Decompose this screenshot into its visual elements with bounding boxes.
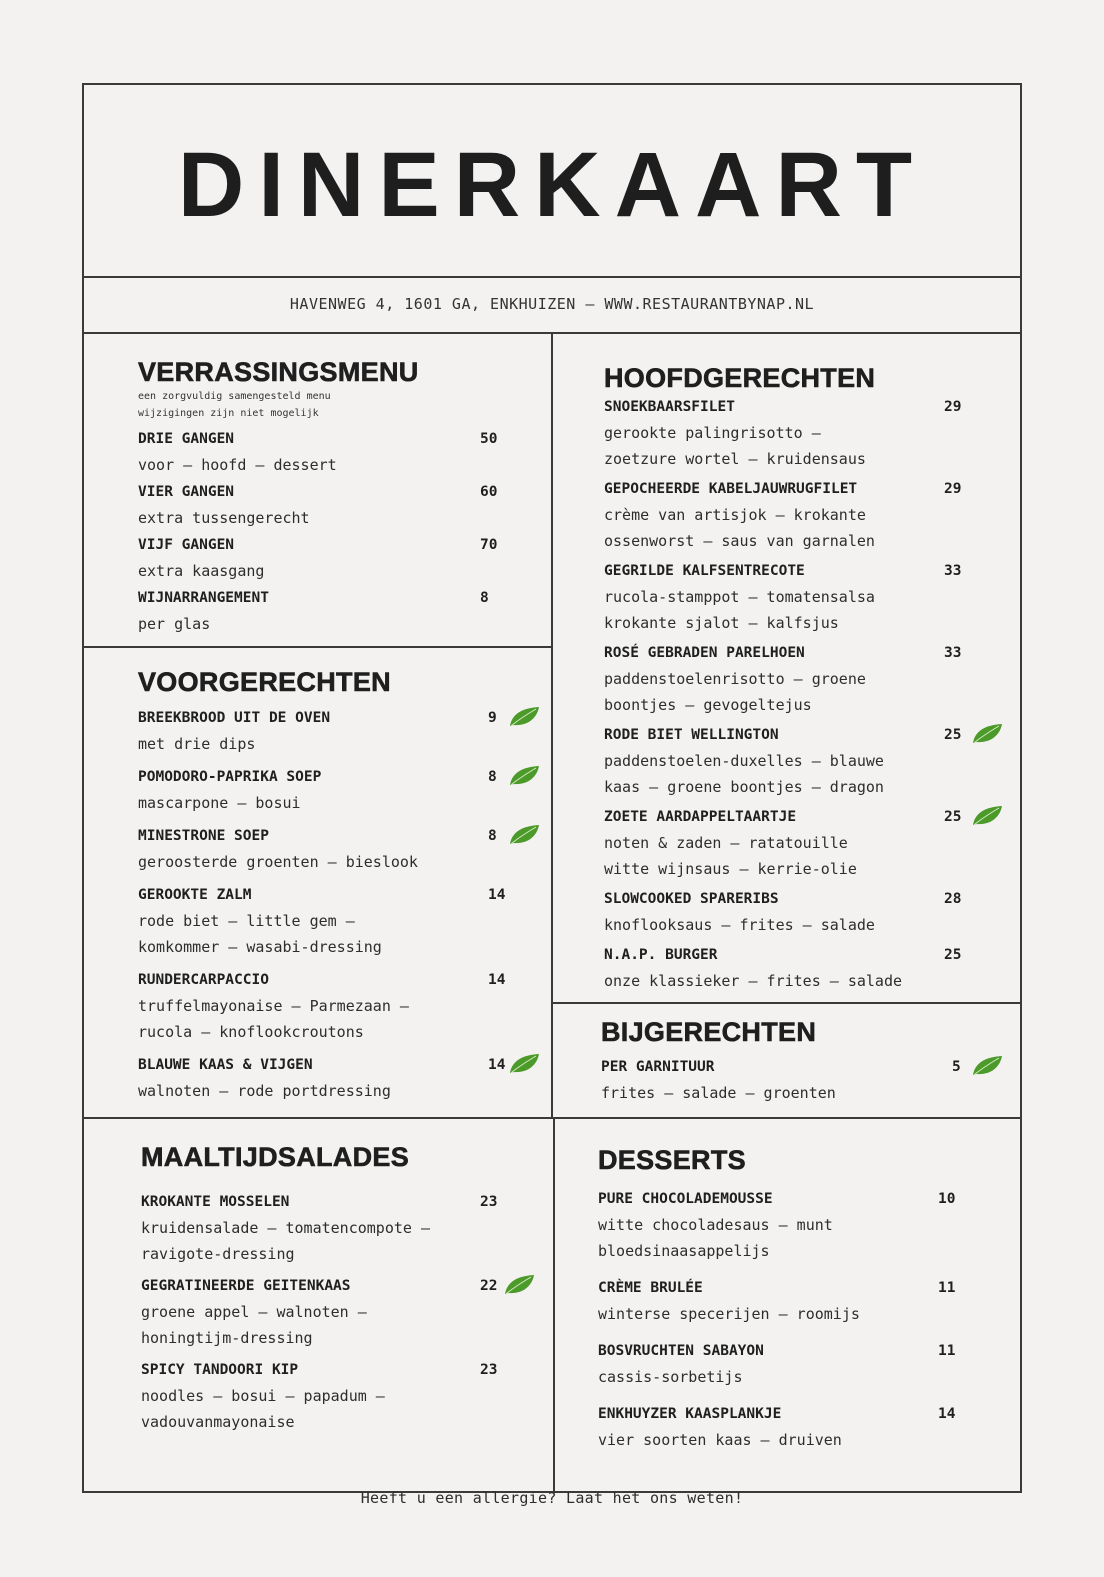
item-price: 22: [480, 1278, 498, 1294]
item-description: komkommer – wasabi-dressing: [138, 938, 382, 956]
item-price: 25: [944, 947, 962, 963]
menu-item: [138, 705, 538, 757]
item-description: rucola-stamppot – tomatensalsa: [604, 588, 875, 606]
section-voorgerechten: [138, 666, 538, 1104]
menu-item: [598, 1338, 1003, 1390]
menu-item: [604, 476, 1009, 554]
item-name: VIJF GANGEN: [138, 537, 235, 553]
item-description: rucola – knoflookcroutons: [138, 1023, 364, 1041]
item-description: boontjes – gevogeltejus: [604, 696, 812, 714]
item-description: geroosterde groenten – bieslook: [138, 853, 418, 871]
menu-item: [604, 722, 1009, 800]
leaf-icon: [508, 765, 540, 787]
item-description: honingtijm-dressing: [141, 1329, 313, 1347]
section-title: HOOFDGERECHTEN: [604, 363, 876, 393]
section-subtitle: wijzigingen zijn niet mogelijk: [138, 408, 319, 419]
item-description: vier soorten kaas – druiven: [598, 1431, 842, 1449]
menu-item: [138, 967, 538, 1045]
menu-item: [141, 1189, 541, 1267]
item-description: voor – hoofd – dessert: [138, 456, 337, 474]
section-title: VERRASSINGSMENU: [138, 357, 419, 387]
divider: [82, 646, 552, 648]
item-description: paddenstoelenrisotto – groene: [604, 670, 866, 688]
item-price: 14: [488, 887, 506, 903]
item-price: 70: [480, 537, 498, 553]
address: HAVENWEG 4, 1601 GA, ENKHUIZEN – WWW.RESTAURANTBYNAP.NL: [289, 295, 815, 313]
item-price: 8: [488, 828, 497, 844]
item-description: noten & zaden – ratatouille: [604, 834, 848, 852]
item-name: KROKANTE MOSSELEN: [141, 1194, 290, 1210]
section-title: BIJGERECHTEN: [601, 1017, 817, 1047]
section-bijgerechten: [601, 1016, 1006, 1106]
item-name: BREEKBROOD UIT DE OVEN: [138, 710, 331, 726]
menu-item: [601, 1054, 1006, 1106]
item-description: kaas – groene boontjes – dragon: [604, 778, 884, 796]
section-subtitle: een zorgvuldig samengesteld menu: [138, 391, 331, 402]
item-description: knoflooksaus – frites – salade: [604, 916, 875, 934]
item-name: MINESTRONE SOEP: [138, 828, 269, 844]
item-name: PURE CHOCOLADEMOUSSE: [598, 1191, 773, 1207]
item-name: N.A.P. BURGER: [604, 947, 718, 963]
leaf-icon: [508, 1053, 540, 1075]
item-name: VIER GANGEN: [138, 484, 235, 500]
leaf-icon: [503, 1274, 535, 1296]
menu-item: [138, 426, 538, 478]
item-name: CRÈME BRULÉE: [598, 1280, 703, 1296]
section-verrassingsmenu: [138, 356, 538, 637]
leaf-icon: [971, 723, 1003, 745]
divider: [82, 276, 1022, 278]
item-description: walnoten – rode portdressing: [138, 1082, 391, 1100]
menu-item: [138, 585, 538, 637]
leaf-icon: [971, 1055, 1003, 1077]
section-hoofdgerechten: [604, 362, 1009, 994]
section-desserts: [598, 1144, 1003, 1453]
item-name: ROSÉ GEBRADEN PARELHOEN: [604, 645, 805, 661]
menu-item: [138, 764, 538, 816]
item-name: ENKHUYZER KAASPLANKJE: [598, 1406, 782, 1422]
item-name: SPICY TANDOORI KIP: [141, 1362, 299, 1378]
leaf-icon: [508, 824, 540, 846]
divider: [553, 1002, 1022, 1004]
item-name: ZOETE AARDAPPELTAARTJE: [604, 809, 797, 825]
menu-item: [138, 1052, 538, 1104]
menu-item: [604, 804, 1009, 882]
item-name: RODE BIET WELLINGTON: [604, 727, 779, 743]
section-title: DESSERTS: [598, 1145, 746, 1175]
item-price: 50: [480, 431, 498, 447]
item-price: 8: [488, 769, 497, 785]
item-price: 14: [488, 972, 506, 988]
menu-item: [141, 1273, 541, 1351]
item-description: ravigote-dressing: [141, 1245, 295, 1263]
item-name: DRIE GANGEN: [138, 431, 235, 447]
item-name: POMODORO-PAPRIKA SOEP: [138, 769, 322, 785]
item-description: zoetzure wortel – kruidensaus: [604, 450, 866, 468]
item-description: met drie dips: [138, 735, 256, 753]
menu-item: [138, 823, 538, 875]
item-name: PER GARNITUUR: [601, 1059, 715, 1075]
item-description: witte wijnsaus – kerrie-olie: [604, 860, 857, 878]
item-price: 29: [944, 481, 962, 497]
page-title: DINERKAART: [177, 134, 927, 236]
item-name: GEPOCHEERDE KABELJAUWRUGFILET: [604, 481, 858, 497]
item-description: truffelmayonaise – Parmezaan –: [138, 997, 409, 1015]
menu-item: [604, 640, 1009, 718]
item-description: krokante sjalot – kalfsjus: [604, 614, 839, 632]
item-description: per glas: [138, 615, 211, 633]
menu-item: [604, 942, 1009, 994]
menu-item: [604, 886, 1009, 938]
item-price: 60: [480, 484, 498, 500]
item-description: frites – salade – groenten: [601, 1084, 836, 1102]
item-price: 5: [952, 1059, 961, 1075]
item-name: WIJNARRANGEMENT: [138, 590, 269, 606]
item-name: BOSVRUCHTEN SABAYON: [598, 1343, 764, 1359]
item-description: ossenworst – saus van garnalen: [604, 532, 875, 550]
item-description: crème van artisjok – krokante: [604, 506, 866, 524]
item-name: BLAUWE KAAS & VIJGEN: [138, 1057, 313, 1073]
item-price: 25: [944, 727, 962, 743]
item-description: rode biet – little gem –: [138, 912, 355, 930]
item-description: vadouvanmayonaise: [141, 1413, 295, 1431]
item-description: bloedsinaasappelijs: [598, 1242, 770, 1260]
item-description: mascarpone – bosui: [138, 794, 301, 812]
allergy-note: Heeft u een allergie? Laat het ons weten!: [360, 1489, 744, 1507]
item-price: 11: [938, 1343, 956, 1359]
item-price: 33: [944, 645, 962, 661]
item-description: groene appel – walnoten –: [141, 1303, 367, 1321]
divider: [82, 1117, 1022, 1119]
item-price: 10: [938, 1191, 956, 1207]
item-description: kruidensalade – tomatencompote –: [141, 1219, 430, 1237]
menu-item: [138, 882, 538, 960]
item-description: gerookte palingrisotto –: [604, 424, 821, 442]
menu-item: [598, 1186, 1003, 1264]
divider: [553, 1118, 555, 1493]
item-description: paddenstoelen-duxelles – blauwe: [604, 752, 884, 770]
item-description: witte chocoladesaus – munt: [598, 1216, 833, 1234]
item-price: 14: [938, 1406, 956, 1422]
item-name: SNOEKBAARSFILET: [604, 399, 735, 415]
menu-item: [138, 532, 538, 584]
item-price: 23: [480, 1362, 498, 1378]
item-name: RUNDERCARPACCIO: [138, 972, 269, 988]
menu-item: [141, 1357, 541, 1435]
menu-item: [598, 1401, 1003, 1453]
item-price: 29: [944, 399, 962, 415]
item-price: 8: [480, 590, 489, 606]
menu-item: [138, 479, 538, 531]
item-price: 28: [944, 891, 962, 907]
section-maaltijdsalades: [141, 1141, 541, 1435]
item-price: 14: [488, 1057, 506, 1073]
item-name: GEGRATINEERDE GEITENKAAS: [141, 1278, 351, 1294]
item-description: noodles – bosui – papadum –: [141, 1387, 385, 1405]
item-price: 33: [944, 563, 962, 579]
item-name: GEROOKTE ZALM: [138, 887, 252, 903]
item-name: GEGRILDE KALFSENTRECOTE: [604, 563, 805, 579]
item-description: onze klassieker – frites – salade: [604, 972, 903, 990]
item-description: cassis-sorbetijs: [598, 1368, 743, 1386]
item-price: 11: [938, 1280, 956, 1296]
menu-item: [604, 394, 1009, 472]
item-name: SLOWCOOKED SPARERIBS: [604, 891, 779, 907]
leaf-icon: [971, 805, 1003, 827]
item-price: 25: [944, 809, 962, 825]
menu-item: [604, 558, 1009, 636]
section-title: MAALTIJDSALADES: [141, 1142, 410, 1172]
item-description: extra kaasgang: [138, 562, 265, 580]
divider: [551, 333, 553, 1118]
item-description: winterse specerijen – roomijs: [598, 1305, 860, 1323]
menu-item: [598, 1275, 1003, 1327]
item-price: 9: [488, 710, 497, 726]
item-price: 23: [480, 1194, 498, 1210]
item-description: extra tussengerecht: [138, 509, 310, 527]
leaf-icon: [508, 706, 540, 728]
section-title: VOORGERECHTEN: [138, 667, 391, 697]
